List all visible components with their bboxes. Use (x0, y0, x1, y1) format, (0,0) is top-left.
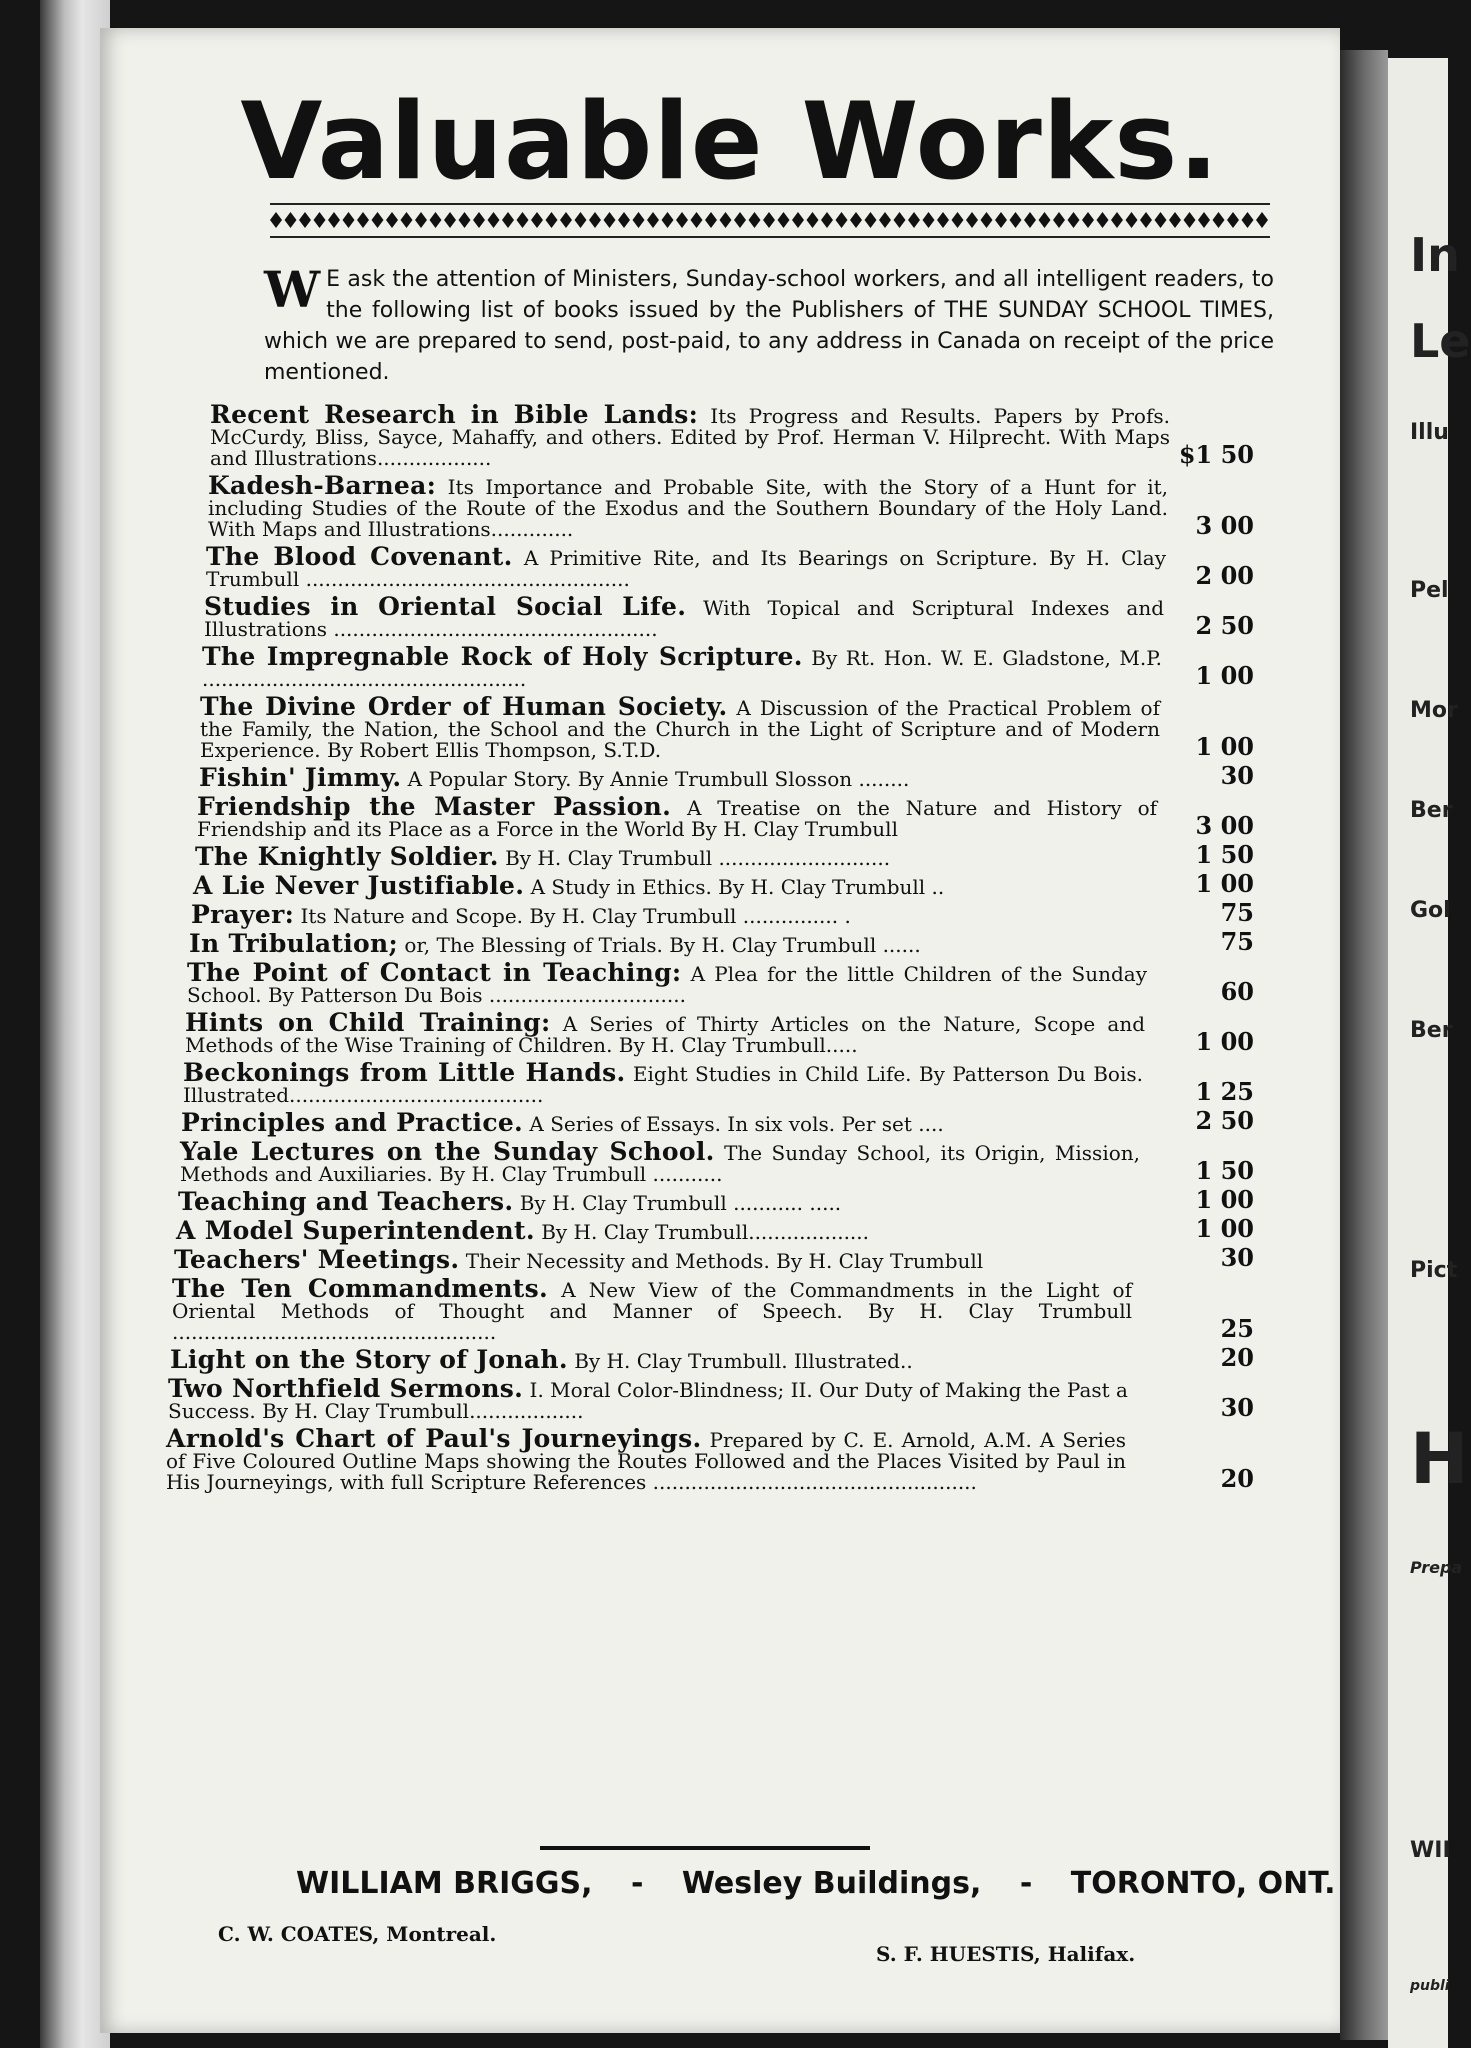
book-entry (166, 1424, 1270, 1494)
publisher-montreal: C. W. COATES, Montreal. (218, 1922, 497, 1946)
book-description: By Rt. Hon. W. E. Gladstone, M.P. ................................................... (202, 646, 1162, 691)
book-description: With Topical and Scriptural Indexes and Illustrations ................................................... (204, 596, 1164, 641)
publisher-city: TORONTO, ONT. (1070, 1866, 1336, 1901)
book-price: 1 00 (1195, 1214, 1254, 1243)
book-title: Fishin' Jimmy. (199, 763, 402, 792)
diamond-border-ornament (270, 208, 1270, 232)
publisher-name: WILLIAM BRIGGS, (296, 1866, 593, 1901)
book-title: The Knightly Soldier. (195, 842, 499, 871)
book-title: Recent Research in Bible Lands: (210, 400, 699, 429)
book-entry (189, 927, 1270, 958)
drop-cap: W (264, 260, 321, 319)
book-entry (178, 1185, 1270, 1216)
book-description: A Discussion of the Practical Problem of the Family, the Nation, the School and the Church in the Light of Scripture and of Modern Experience. By Robert Ellis Thompson, S.T.D. (200, 696, 1160, 762)
book-title: In Tribulation; (189, 929, 399, 958)
intro-paragraph (264, 260, 1274, 388)
book-description: A Series of Essays. In six vols. Per set .... (523, 1112, 944, 1136)
book-price: $1 50 (1178, 440, 1254, 469)
page-title: Valuable Works. (240, 80, 1220, 203)
fragment-text: H (1410, 1418, 1469, 1500)
fragment-text: WII (1410, 1838, 1451, 1863)
book-entry (176, 1214, 1270, 1245)
book-price: 2 50 (1195, 611, 1254, 640)
book-title: A Model Superintendent. (176, 1216, 535, 1245)
book-price: 1 00 (1195, 1027, 1254, 1056)
diamond-ornament-icon (270, 208, 1270, 232)
book-entry (172, 1274, 1270, 1344)
fragment-text: Pict (1410, 1258, 1458, 1283)
book-entry (195, 840, 1270, 871)
book-entry (193, 869, 1270, 900)
book-price: 3 00 (1195, 811, 1254, 840)
book-title: Light on the Story of Jonah. (170, 1345, 568, 1374)
book-description: By H. Clay Trumbull ........... ..... (513, 1191, 842, 1215)
book-entry (199, 761, 1270, 792)
book-title: Teaching and Teachers. (178, 1187, 514, 1216)
book-entry (174, 1243, 1270, 1274)
book-title: Teachers' Meetings. (174, 1245, 460, 1274)
facing-page-fragment (1388, 58, 1471, 2048)
book-description: Prepared by C. E. Arnold, A.M. A Series of Five Coloured Outline Maps showing the Routes Followed and the Places Visited by Paul in His Journeyings, with full Scripture References ................................................... (166, 1428, 1126, 1494)
book-entry (206, 542, 1270, 591)
book-description: By H. Clay Trumbull. Illustrated.. (567, 1349, 913, 1373)
book-price: 20 (1220, 1464, 1254, 1493)
fragment-text: Le (1410, 314, 1471, 368)
book-entry (180, 1137, 1270, 1186)
book-entry (202, 642, 1270, 691)
book-list (166, 400, 1270, 1499)
book-price: 1 50 (1195, 840, 1254, 869)
book-title: Two Northfield Sermons. (168, 1374, 524, 1403)
publisher-building: Wesley Buildings, (681, 1866, 982, 1901)
book-entry (210, 400, 1270, 470)
book-title: Arnold's Chart of Paul's Journeyings. (166, 1424, 702, 1453)
book-entry (187, 958, 1270, 1007)
divider (270, 236, 1270, 238)
fragment-text: Pel (1410, 578, 1449, 603)
book-title: Friendship the Master Passion. (197, 792, 672, 821)
book-description: A New View of the Commandments in the Light of Oriental Methods of Thought and Manner of Speech. By H. Clay Trumbull ................................................... (172, 1278, 1132, 1344)
book-title: Studies in Oriental Social Life. (204, 592, 687, 621)
book-price: 30 (1220, 761, 1254, 790)
book-title: The Impregnable Rock of Holy Scripture. (202, 642, 803, 671)
book-price: 1 00 (1195, 661, 1254, 690)
book-entry (170, 1343, 1270, 1374)
fragment-text: Ber (1410, 1018, 1453, 1043)
book-title: The Point of Contact in Teaching: (187, 958, 682, 987)
book-price: 30 (1220, 1243, 1254, 1272)
fragment-text: Mor (1410, 698, 1458, 723)
book-entry (183, 1058, 1270, 1107)
book-title: Principles and Practice. (181, 1108, 524, 1137)
book-price: 30 (1220, 1393, 1254, 1422)
book-title: The Divine Order of Human Society. (200, 692, 728, 721)
book-entry (197, 792, 1270, 841)
book-price: 1 25 (1195, 1077, 1254, 1106)
book-description: Its Progress and Results. Papers by Profs. McCurdy, Bliss, Sayce, Mahaffy, and others. Edited by Prof. Herman V. Hilprecht. With Maps and Illustrations.................. (210, 404, 1170, 470)
book-price: 1 00 (1195, 1185, 1254, 1214)
book-price: 75 (1220, 898, 1254, 927)
book-entry (200, 692, 1270, 762)
book-title: Yale Lectures on the Sunday School. (180, 1137, 715, 1166)
book-entry (168, 1374, 1270, 1423)
book-title: Hints on Child Training: (185, 1008, 551, 1037)
book-description: The Sunday School, its Origin, Mission, Methods and Auxiliaries. By H. Clay Trumbull ........... (180, 1141, 1140, 1186)
intro-text: E ask the attention of Ministers, Sunday-school workers, and all intelligent readers, to the following list of books issued by the Publishers of THE SUNDAY SCHOOL TIMES, which we are prepared to send, post-paid, to any address in Canada on receipt of the price mentioned. (264, 267, 1274, 385)
book-title: Kadesh-Barnea: (208, 471, 437, 500)
book-price: 3 00 (1195, 511, 1254, 540)
book-description: I. Moral Color-Blindness; II. Our Duty of Making the Past a Success. By H. Clay Trumbull.................. (168, 1378, 1128, 1423)
book-description: By H. Clay Trumbull ........................... (498, 846, 891, 870)
book-price: 2 00 (1195, 561, 1254, 590)
fragment-text: Illu (1410, 420, 1449, 445)
book-price: 25 (1220, 1314, 1254, 1343)
book-description: A Treatise on the Nature and History of Friendship and its Place as a Force in the World By H. Clay Trumbull (197, 796, 1158, 841)
fragment-text: Gol (1410, 898, 1451, 923)
fragment-text: publi (1410, 1978, 1450, 1994)
book-price: 20 (1220, 1343, 1254, 1372)
book-description: A Plea for the little Children of the Sunday School. By Patterson Du Bois ............................... (187, 962, 1147, 1007)
book-description: By H. Clay Trumbull................... (534, 1220, 870, 1244)
fragment-text: Ber (1410, 798, 1453, 823)
book-title: The Ten Commandments. (172, 1274, 549, 1303)
book-price: 75 (1220, 927, 1254, 956)
book-entry (181, 1106, 1270, 1137)
book-description: A Primitive Rite, and Its Bearings on Scripture. By H. Clay Trumbull ................................................... (206, 546, 1166, 591)
publisher-line (296, 1866, 1364, 1901)
book-description: Their Necessity and Methods. By H. Clay Trumbull (459, 1249, 984, 1273)
book-description: A Series of Thirty Articles on the Nature, Scope and Methods of the Wise Training of Children. By H. Clay Trumbull..... (185, 1012, 1145, 1057)
book-price: 1 00 (1195, 869, 1254, 898)
book-entry (191, 898, 1270, 929)
book-description: A Popular Story. By Annie Trumbull Slosson ........ (401, 767, 910, 791)
book-description: Its Importance and Probable Site, with the Story of a Hunt for it, including Studies of the Route of the Exodus and the Southern Boundary of the Holy Land. With Maps and Illustrations............. (208, 475, 1168, 541)
fragment-text: In (1410, 228, 1460, 282)
publisher-halifax: S. F. HUESTIS, Halifax. (876, 1942, 1136, 1966)
separator: - (631, 1866, 644, 1901)
book-entry (208, 471, 1270, 541)
book-title: Beckonings from Little Hands. (183, 1058, 626, 1087)
book-description: or, The Blessing of Trials. By H. Clay Trumbull ...... (398, 933, 921, 957)
book-title: The Blood Covenant. (206, 542, 513, 571)
book-entry (185, 1008, 1270, 1057)
divider (540, 1846, 870, 1850)
book-price: 1 00 (1195, 732, 1254, 761)
book-entry (204, 592, 1270, 641)
fragment-text: Prepa (1410, 1558, 1463, 1577)
book-title: A Lie Never Justifiable. (193, 871, 525, 900)
page-gutter (1340, 50, 1388, 2040)
divider (270, 203, 1270, 205)
book-description: Its Nature and Scope. By H. Clay Trumbull ............... . (294, 904, 851, 928)
book-description: A Study in Ethics. By H. Clay Trumbull .. (524, 875, 945, 899)
separator: - (1019, 1866, 1033, 1901)
book-title: Prayer: (191, 900, 295, 929)
book-price: 60 (1220, 977, 1254, 1006)
book-price: 2 50 (1195, 1106, 1254, 1135)
book-price: 1 50 (1195, 1156, 1254, 1185)
book-description: Eight Studies in Child Life. By Patterson Du Bois. Illustrated........................................ (183, 1062, 1143, 1107)
